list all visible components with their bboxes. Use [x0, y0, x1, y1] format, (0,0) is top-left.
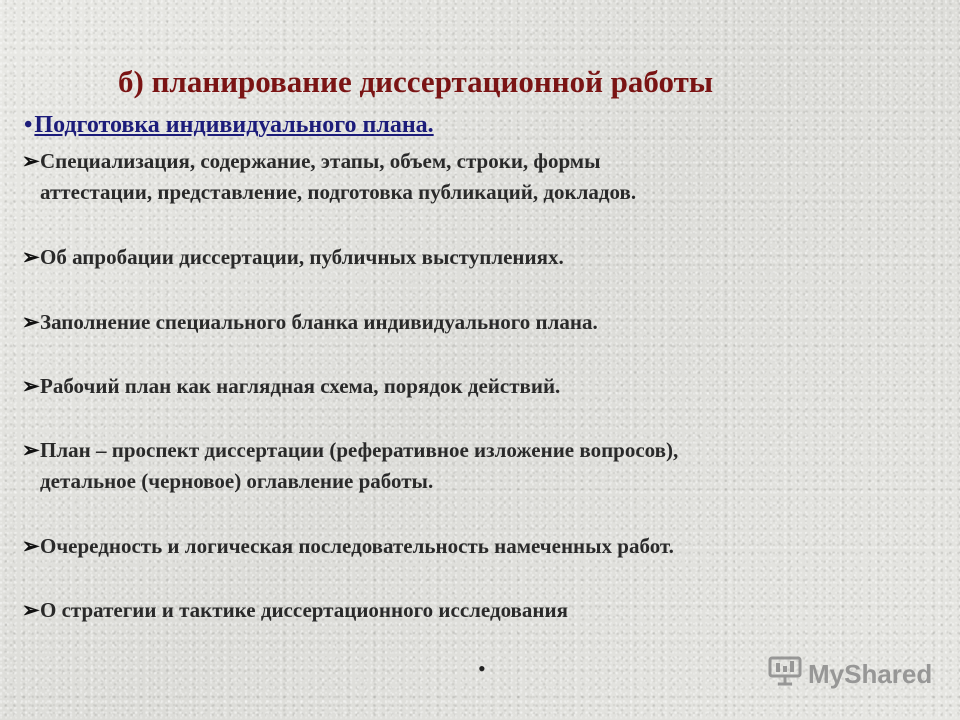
list-item-specialization	[22, 146, 636, 208]
list-item-work-plan	[22, 371, 560, 402]
subtitle-text: Подготовка индивидуального плана.	[34, 112, 434, 138]
arrow-bullet-icon: ➢	[22, 374, 40, 398]
arrow-bullet-icon: ➢	[22, 245, 40, 269]
list-item-text: Заполнение специального бланка индивидуального плана.	[40, 310, 598, 334]
slide-title: б) планирование диссертационной работы	[118, 64, 714, 99]
list-item-sequence	[22, 531, 674, 562]
arrow-bullet-icon: ➢	[22, 598, 40, 622]
list-item-text: Об апробации диссертации, публичных выступлениях.	[40, 245, 564, 269]
list-item-approbation	[22, 242, 564, 273]
empty-bullet-icon: •	[478, 656, 486, 681]
list-item-text-continued: детальное (черновое) оглавление работы.	[40, 469, 434, 493]
list-item-text: Очередность и логическая последовательность намеченных работ.	[40, 534, 674, 558]
list-item-text: План – проспект диссертации (реферативное изложение вопросов),	[40, 438, 679, 462]
list-item-strategy	[22, 595, 568, 626]
watermark-text: MyShared	[808, 659, 933, 689]
subtitle-row	[24, 112, 434, 139]
arrow-bullet-icon: ➢	[22, 534, 40, 558]
arrow-bullet-icon: ➢	[22, 438, 40, 462]
list-item-prospectus	[22, 435, 678, 497]
list-item-text-continued: аттестации, представление, подготовка публикаций, докладов.	[40, 180, 637, 204]
watermark	[768, 656, 932, 693]
list-item-text: Рабочий план как наглядная схема, порядок действий.	[40, 374, 561, 398]
list-item-text: Специализация, содержание, этапы, объем, строки, формы	[40, 149, 601, 173]
presentation-screen-icon	[768, 656, 808, 693]
bullet-icon: •	[24, 112, 33, 138]
arrow-bullet-icon: ➢	[22, 149, 40, 173]
arrow-bullet-icon: ➢	[22, 310, 40, 334]
list-item-form-filling	[22, 307, 598, 338]
list-item-text: О стратегии и тактике диссертационного исследования	[40, 598, 568, 622]
